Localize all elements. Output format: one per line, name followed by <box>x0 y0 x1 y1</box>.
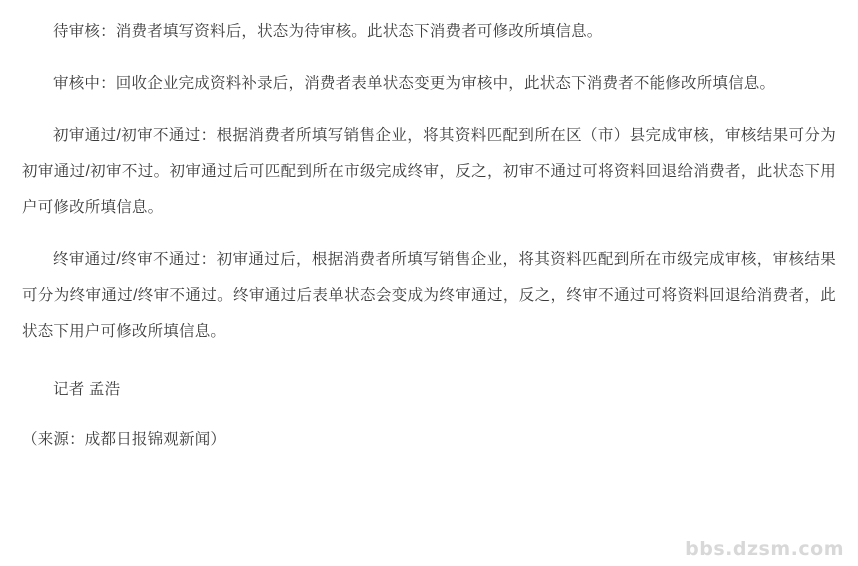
article-byline: 记者 孟浩 <box>53 381 121 398</box>
paragraph-in-review: 审核中：回收企业完成资料补录后，消费者表单状态变更为审核中，此状态下消费者不能修改所填信息。 <box>53 75 776 92</box>
article-source: （来源：成都日报锦观新闻） <box>22 431 227 448</box>
site-watermark: bbs.dzsm.com <box>685 538 844 560</box>
paragraph-pending-review: 待审核：消费者填写资料后，状态为待审核。此状态下消费者可修改所填信息。 <box>53 23 603 40</box>
paragraph-final-review-result: 终审通过/终审不通过：初审通过后，根据消费者所填写销售企业，将其资料匹配到所在市级完成审核，审核结果可分为终审通过/终审不通过。终审通过后表单状态会变成为终审通过，反之，终审不通过可将资料回退给消费者，此状态下用户可修改所填信息。 <box>22 251 836 340</box>
paragraph-first-review-result: 初审通过/初审不通过：根据消费者所填写销售企业，将其资料匹配到所在区（市）县完成审核，审核结果可分为初审通过/初审不过。初审通过后可匹配到所在市级完成终审，反之，初审不通过可将资料回退给消费者，此状态下用户可修改所填信息。 <box>22 127 836 216</box>
